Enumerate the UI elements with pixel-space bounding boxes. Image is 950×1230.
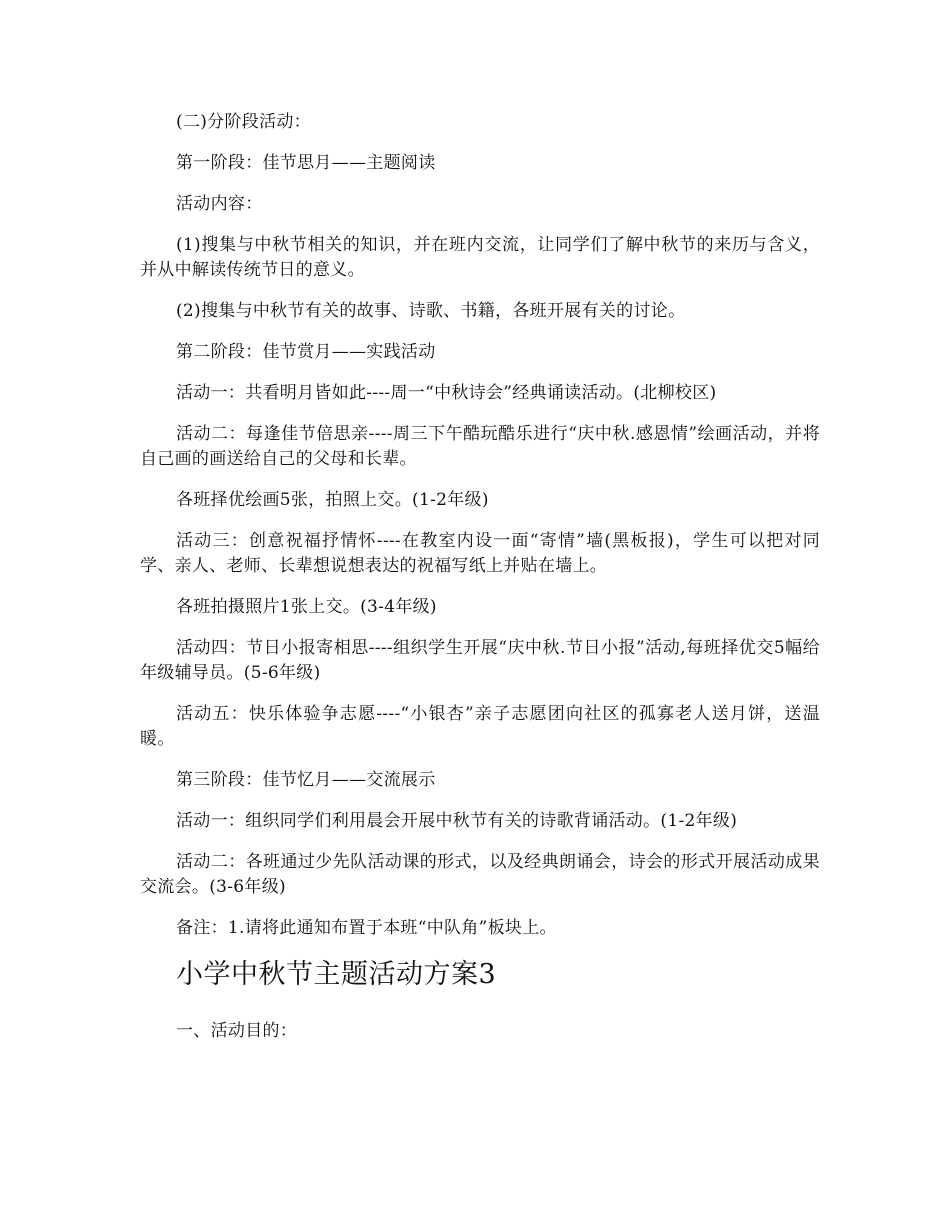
paragraph-item-2: (2)搜集与中秋节有关的故事、诗歌、书籍，各班开展有关的讨论。 — [176, 301, 686, 321]
paragraph-activity-3-note: 各班拍摄照片1张上交。(3-4年级) — [176, 597, 437, 617]
document-body — [140, 110, 820, 1060]
paragraph-activity-5: 活动五：快乐体验争志愿----“小银杏”亲子志愿团向社区的孤寡老人送月饼，送温暖。 — [140, 704, 820, 749]
paragraph-activity-2: 活动二：每逢佳节倍思亲----周三下午酷玩酷乐进行“庆中秋.感恩情”绘画活动，并将自己画的画送给自己的父母和长辈。 — [140, 424, 820, 469]
paragraph-item-1: (1)搜集与中秋节相关的知识，并在班内交流，让同学们了解中秋节的来历与含义，并从中解读传统节日的意义。 — [140, 235, 820, 280]
paragraph-stage-three-activity-2: 活动二：各班通过少先队活动课的形式，以及经典朗诵会，诗会的形式开展活动成果交流会。(3-6年级) — [140, 852, 820, 897]
paragraph-remark: 备注：1.请将此通知布置于本班“中队角”板块上。 — [176, 918, 557, 938]
paragraph-stage-one: 第一阶段：佳节思月——主题阅读 — [176, 153, 436, 173]
paragraph-stage-activities: (二)分阶段活动： — [176, 112, 311, 132]
paragraph-purpose: 一、活动目的： — [176, 1021, 298, 1041]
paragraph-activity-content: 活动内容： — [176, 194, 263, 214]
paragraph-stage-three: 第三阶段：佳节忆月——交流展示 — [176, 770, 436, 790]
section-heading: 小学中秋节主题活动方案3 — [176, 959, 497, 990]
paragraph-activity-3: 活动三：创意祝福抒情怀----在教室内设一面“寄情”墙(黑板报)，学生可以把对同学、亲人、老师、长辈想说想表达的祝福写纸上并贴在墙上。 — [140, 531, 820, 576]
paragraph-stage-two: 第二阶段：佳节赏月——实践活动 — [176, 342, 436, 362]
paragraph-stage-three-activity-1: 活动一：组织同学们利用晨会开展中秋节有关的诗歌背诵活动。(1-2年级) — [176, 811, 738, 831]
paragraph-activity-4: 活动四：节日小报寄相思----组织学生开展“庆中秋.节日小报”活动,每班择优交5幅给年级辅导员。(5-6年级) — [140, 638, 820, 683]
paragraph-activity-1: 活动一：共看明月皆如此----周一“中秋诗会”经典诵读活动。(北柳校区) — [176, 383, 717, 403]
paragraph-activity-2-note: 各班择优绘画5张，拍照上交。(1-2年级) — [176, 490, 489, 510]
